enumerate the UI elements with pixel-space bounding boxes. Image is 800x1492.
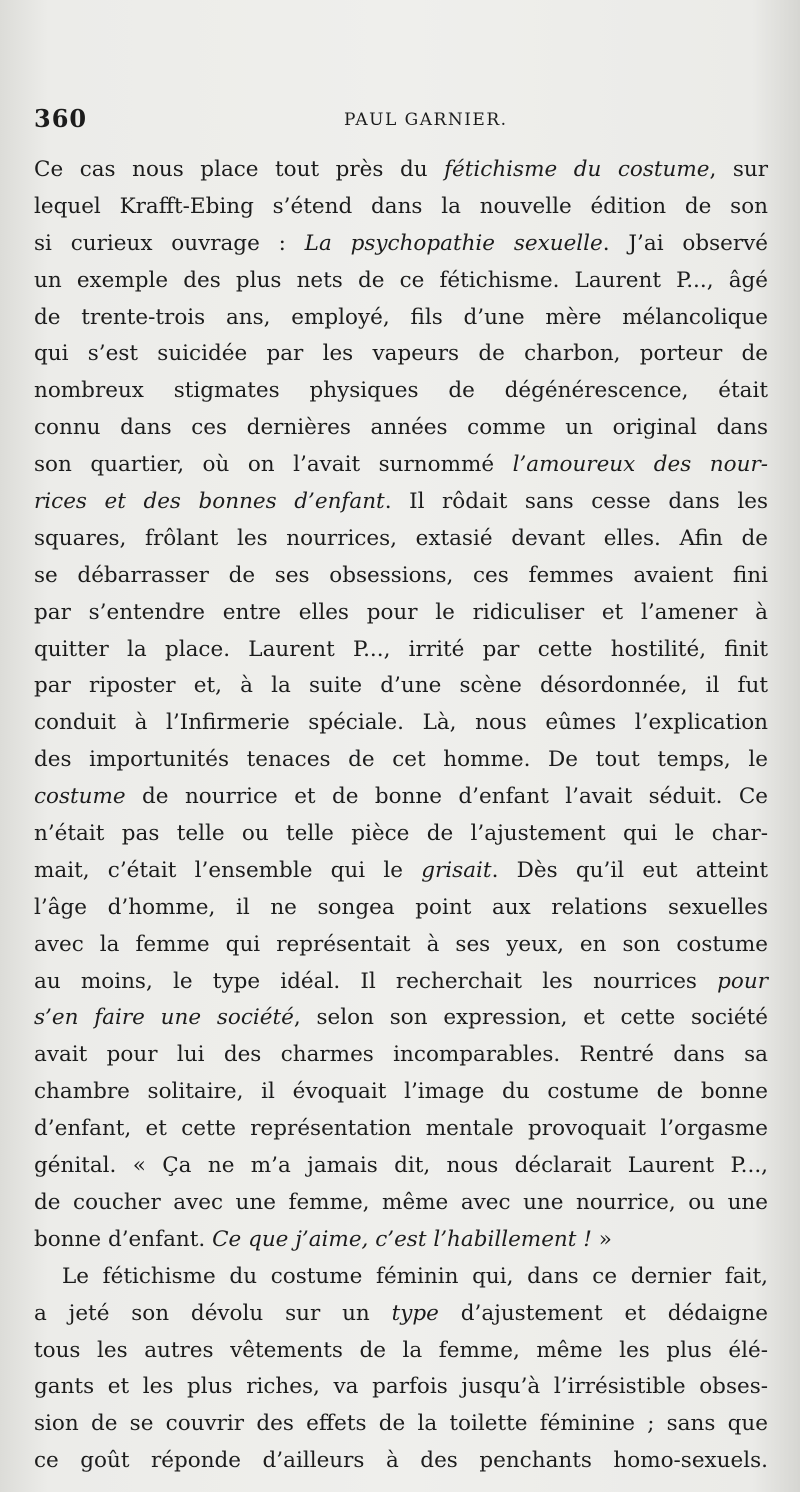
- text-line: [34, 1111, 768, 1148]
- text-run: si curieux ouvrage :: [34, 230, 305, 256]
- text-run: gants et les plus riches, va parfois jusqu’à l’irrésistible obses-: [34, 1374, 768, 1400]
- text-run: d’ajustement et dédaigne: [438, 1300, 768, 1326]
- text-line: [34, 1259, 768, 1296]
- text-line: [34, 853, 768, 890]
- text-run: squares, frôlant les nourrices, extasié devant elles. Afin de: [34, 525, 768, 551]
- text-run: de coucher avec une femme, même avec une nourrice, ou une: [34, 1189, 768, 1215]
- text-line: [34, 927, 768, 964]
- text-run: avait pour lui des charmes incomparables. Rentré dans sa: [34, 1042, 768, 1068]
- text-run: n’était pas telle ou telle pièce de l’ajustement qui le char-: [34, 821, 768, 847]
- text-line: [34, 410, 768, 447]
- italic-text: rices et des bonnes d’enfant: [34, 489, 385, 515]
- text-run: . Dès qu’il eut atteint: [491, 857, 768, 883]
- text-run: son quartier, où on l’avait surnommé: [34, 452, 513, 478]
- text-run: avec la femme qui représentait à ses yeux, en son costume: [34, 931, 768, 957]
- text-run: Ce cas nous place tout près du: [34, 157, 445, 182]
- text-run: . Il rôdait sans cesse dans les: [384, 489, 768, 515]
- text-run: connu dans ces dernières années comme un original dans: [34, 415, 768, 441]
- italic-text: Ce que j’aime, c’est l’habillement !: [212, 1226, 592, 1252]
- page-header: [34, 104, 774, 138]
- italic-text: pour: [717, 968, 768, 994]
- text-line: [34, 668, 768, 705]
- text-line: [34, 1037, 768, 1074]
- text-line: [34, 447, 768, 484]
- text-line: [34, 816, 768, 853]
- text-run: lequel Krafft-Ebing s’étend dans la nouvelle édition de son: [34, 193, 768, 219]
- text-line: [34, 1443, 768, 1480]
- text-line: [34, 226, 768, 263]
- italic-text: fétichisme du costume: [444, 157, 710, 182]
- text-line: [34, 1148, 768, 1185]
- italic-text: grisait: [421, 857, 492, 883]
- italic-text: La psychopathie sexuelle: [304, 230, 603, 256]
- text-line: [34, 705, 768, 742]
- text-line: [34, 484, 768, 521]
- italic-text: l’amoureux des nour-: [512, 452, 768, 478]
- text-line: [34, 1000, 768, 1037]
- text-run: , sur: [709, 157, 768, 182]
- text-run: nombreux stigmates physiques de dégénérescence, était: [34, 378, 768, 404]
- text-line: [34, 152, 768, 189]
- text-line: [34, 779, 768, 816]
- text-run: sion de se couvrir des effets de la toilette féminine ; sans que: [34, 1411, 768, 1437]
- body-text: [34, 152, 768, 1480]
- text-run: bonne d’enfant.: [34, 1226, 213, 1252]
- text-run: un exemple des plus nets de ce fétichisme. Laurent P..., âgé: [34, 267, 768, 293]
- text-run: »: [591, 1226, 612, 1252]
- italic-text: type: [391, 1300, 439, 1326]
- text-line: [34, 558, 768, 595]
- text-line: [34, 1296, 768, 1333]
- text-line: [34, 890, 768, 927]
- text-run: des importunités tenaces de cet homme. De tout temps, le: [34, 747, 768, 773]
- text-run: Le fétichisme du costume féminin qui, dans ce dernier fait,: [62, 1263, 768, 1289]
- text-run: par s’entendre entre elles pour le ridiculiser et l’amener à: [34, 599, 768, 625]
- text-line: [34, 263, 768, 300]
- running-head: PAUL GARNIER.: [344, 110, 508, 130]
- text-line: [34, 742, 768, 779]
- text-run: génital. « Ça ne m’a jamais dit, nous déclarait Laurent P...,: [34, 1153, 768, 1179]
- italic-text: costume: [34, 784, 126, 810]
- text-line: [34, 1333, 768, 1370]
- text-run: quitter la place. Laurent P..., irrité par cette hostilité, finit: [34, 636, 768, 662]
- text-run: l’âge d’homme, il ne songea point aux relations sexuelles: [34, 894, 768, 920]
- text-run: . J’ai observé: [602, 230, 769, 256]
- text-run: ce goût réponde d’ailleurs à des penchants homo-sexuels.: [34, 1448, 768, 1474]
- text-run: par riposter et, à la suite d’une scène désordonnée, il fut: [34, 673, 768, 699]
- text-line: [34, 964, 768, 1001]
- page-number: 360: [34, 104, 88, 133]
- text-line: [34, 373, 768, 410]
- text-line: [34, 1185, 768, 1222]
- text-run: mait, c’était l’ensemble qui le: [34, 857, 422, 883]
- text-run: au moins, le type idéal. Il recherchait les nourrices: [34, 968, 718, 994]
- text-run: a jeté son dévolu sur un: [34, 1300, 392, 1326]
- text-run: , selon son expression, et cette société: [293, 1005, 768, 1031]
- text-line: [34, 595, 768, 632]
- italic-text: s’en faire une société: [34, 1005, 294, 1031]
- text-line: [34, 1406, 768, 1443]
- text-run: se débarrasser de ses obsessions, ces femmes avaient fini: [34, 562, 768, 588]
- text-line: [34, 336, 768, 373]
- text-line: [34, 521, 768, 558]
- text-run: qui s’est suicidée par les vapeurs de charbon, porteur de: [34, 341, 768, 367]
- text-run: d’enfant, et cette représentation mentale provoquait l’orgasme: [34, 1116, 768, 1142]
- text-run: chambre solitaire, il évoquait l’image du costume de bonne: [34, 1079, 768, 1105]
- text-run: conduit à l’Infirmerie spéciale. Là, nous eûmes l’explication: [34, 710, 768, 736]
- text-line: [34, 189, 768, 226]
- text-line: [34, 1369, 768, 1406]
- text-line: [34, 632, 768, 669]
- text-run: tous les autres vêtements de la femme, même les plus élé-: [34, 1337, 768, 1363]
- text-run: de trente-trois ans, employé, fils d’une mère mélancolique: [34, 304, 768, 330]
- text-run: de nourrice et de bonne d’enfant l’avait séduit. Ce: [125, 784, 768, 810]
- text-line: [34, 1222, 768, 1259]
- text-line: [34, 1074, 768, 1111]
- text-line: [34, 300, 768, 337]
